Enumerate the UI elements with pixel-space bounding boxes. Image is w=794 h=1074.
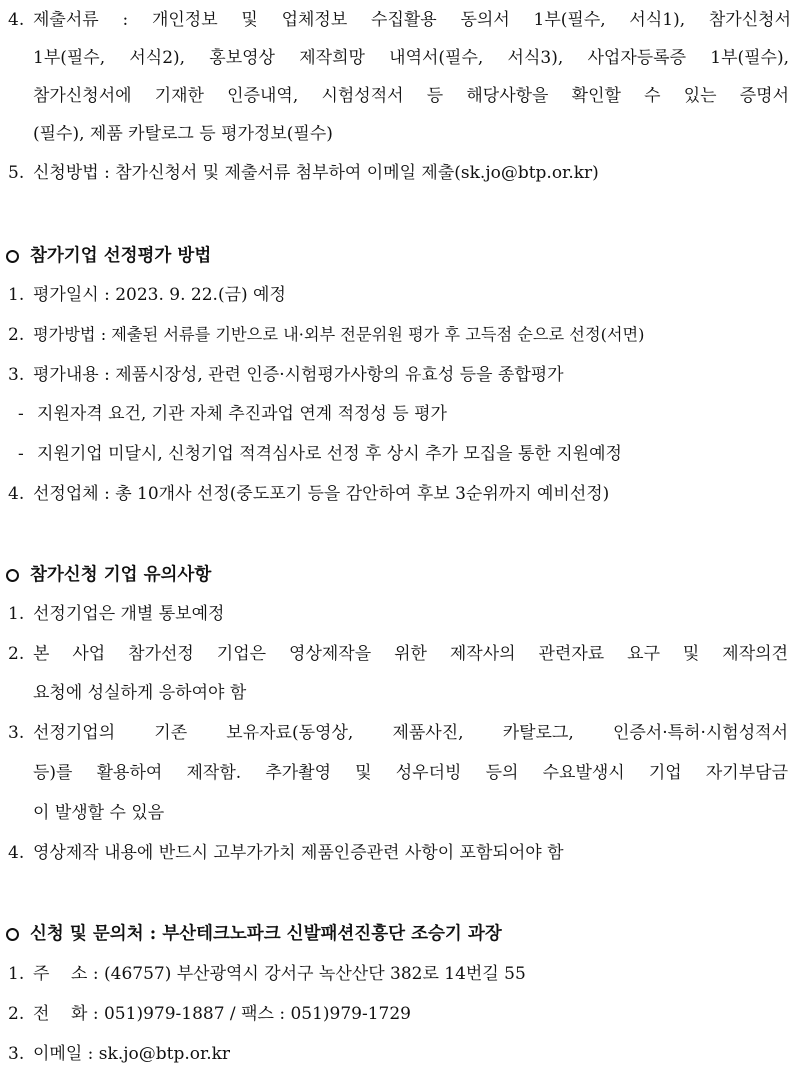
item-text: 참가신청서에 기재한 인증내역, 시험성적서 등 해당사항을 확인할 수 있는 증명서 bbox=[33, 86, 789, 106]
item-text: 지원자격 요건, 기관 자체 추진과업 연계 적정성 등 평가 bbox=[37, 404, 447, 424]
circle-bullet-icon bbox=[6, 250, 19, 263]
item-number: 5. bbox=[8, 163, 25, 183]
item-text: 이메일 : sk.jo@btp.or.kr bbox=[33, 1044, 231, 1064]
item-text: 이 발생할 수 있음 bbox=[33, 803, 165, 823]
item-text: 선정기업은 개별 통보예정 bbox=[33, 604, 225, 624]
item-text: 지원기업 미달시, 신청기업 적격심사로 선정 후 상시 추가 모집을 통한 지원예정 bbox=[37, 444, 622, 464]
item-text: 주 소 : (46757) 부산광역시 강서구 녹산산단 382로 14번길 55 bbox=[33, 964, 526, 984]
dash-bullet: - bbox=[18, 444, 24, 464]
item-number: 2. bbox=[8, 644, 25, 664]
item-number: 3. bbox=[8, 1044, 25, 1064]
item-number: 2. bbox=[8, 1004, 25, 1024]
circle-bullet-icon bbox=[6, 569, 19, 582]
item-text: 평가일시 : 2023. 9. 22.(금) 예정 bbox=[33, 285, 286, 305]
item-number: 1. bbox=[8, 285, 25, 305]
item-text: 전 화 : 051)979-1887 / 팩스 : 051)979-1729 bbox=[33, 1004, 411, 1024]
item-text: 선정기업의 기존 보유자료(동영상, 제품사진, 카탈로그, 인증서·특허·시험성적서 bbox=[33, 723, 788, 743]
item-text: 요청에 성실하게 응하여야 함 bbox=[33, 683, 247, 703]
item-text: 신청방법 : 참가신청서 및 제출서류 첨부하여 이메일 제출(sk.jo@btp.or.kr) bbox=[33, 163, 599, 183]
item-number: 1. bbox=[8, 964, 25, 984]
dash-bullet: - bbox=[18, 404, 24, 424]
item-text: 제출서류 : 개인정보 및 업체정보 수집활용 동의서 1부(필수, 서식1), 참가신청서 bbox=[33, 10, 791, 30]
item-text: 평가내용 : 제품시장성, 관련 인증·시험평가사항의 유효성 등을 종합평가 bbox=[33, 365, 564, 385]
item-number: 2. bbox=[8, 325, 25, 345]
item-number: 4. bbox=[8, 484, 25, 504]
item-number: 4. bbox=[8, 10, 25, 30]
circle-bullet-icon bbox=[6, 928, 19, 941]
item-number: 3. bbox=[8, 723, 25, 743]
item-text: 본 사업 참가선정 기업은 영상제작을 위한 제작사의 관련자료 요구 및 제작의견 bbox=[33, 644, 788, 664]
item-number: 4. bbox=[8, 843, 25, 863]
item-number: 1. bbox=[8, 604, 25, 624]
item-text: 등)를 활용하여 제작함. 추가촬영 및 성우더빙 등의 수요발생시 기업 자기부담금 bbox=[33, 763, 788, 783]
item-text: 평가방법 : 제출된 서류를 기반으로 내·외부 전문위원 평가 후 고득점 순으로 선정(서면) bbox=[33, 325, 645, 344]
section-heading: 참가기업 선정평가 방법 bbox=[30, 246, 212, 266]
item-text: 선정업체 : 총 10개사 선정(중도포기 등을 감안하여 후보 3순위까지 예비선정) bbox=[33, 484, 610, 504]
item-number: 3. bbox=[8, 365, 25, 385]
section-heading: 참가신청 기업 유의사항 bbox=[30, 565, 212, 585]
item-text: 영상제작 내용에 반드시 고부가가치 제품인증관련 사항이 포함되어야 함 bbox=[33, 843, 564, 863]
item-text: 1부(필수, 서식2), 홍보영상 제작희망 내역서(필수, 서식3), 사업자등록증 1부(필수), bbox=[33, 48, 789, 68]
section-heading: 신청 및 문의처 : 부산테크노파크 신발패션진흥단 조승기 과장 bbox=[30, 924, 502, 944]
item-text: (필수), 제품 카탈로그 등 평가정보(필수) bbox=[33, 124, 333, 144]
